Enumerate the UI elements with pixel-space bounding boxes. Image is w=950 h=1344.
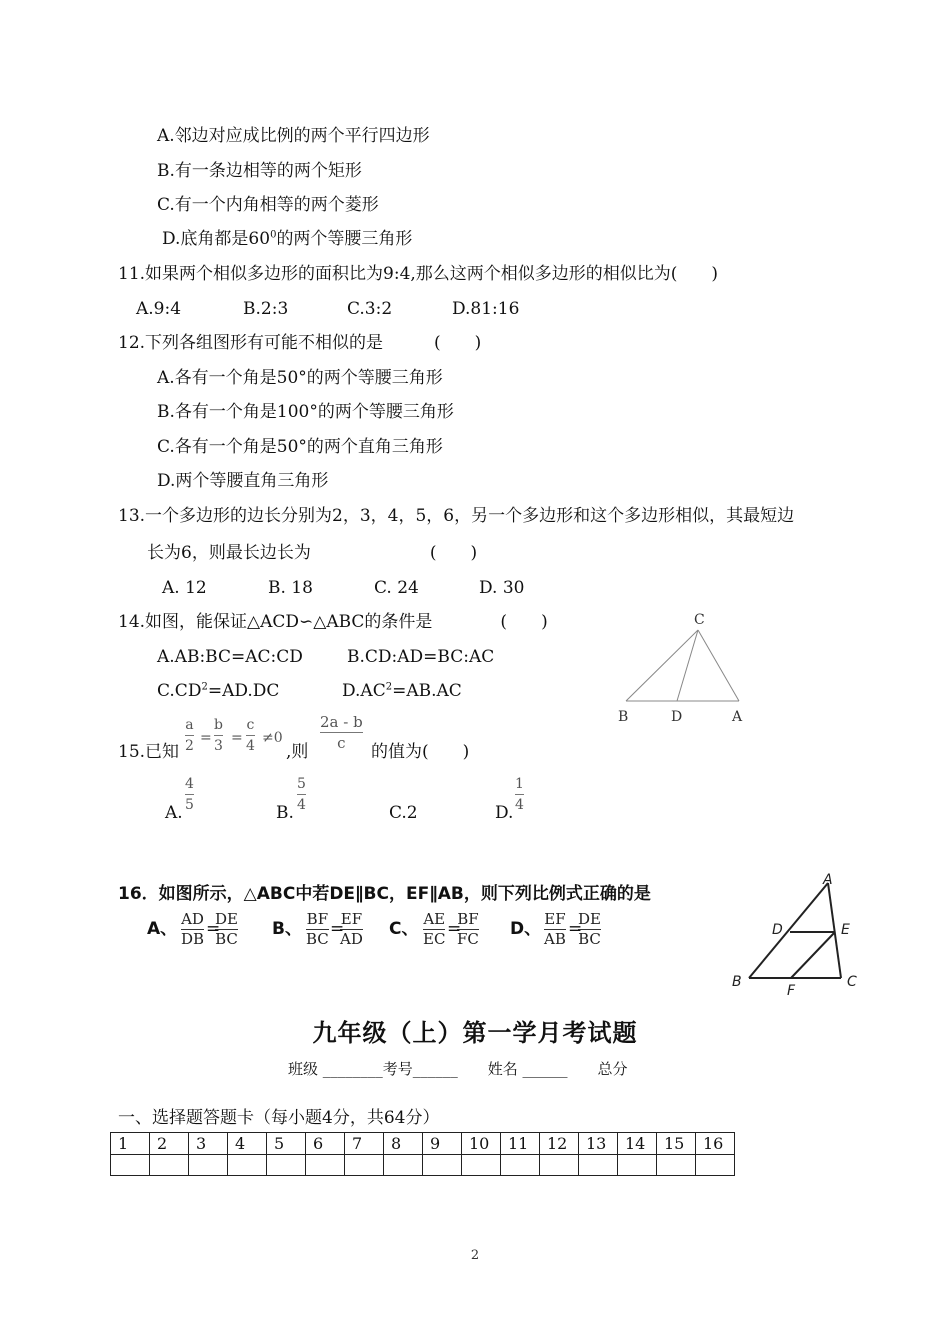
answer-blank-cell[interactable] bbox=[189, 1155, 228, 1176]
answer-number-cell: 7 bbox=[345, 1133, 384, 1155]
q16-label-b: B bbox=[732, 974, 742, 990]
q14-option-b: B.CD:AD=BC:AC bbox=[347, 647, 495, 667]
answer-number-cell: 3 bbox=[189, 1133, 228, 1155]
q13-stem-line1: 13.一个多边形的边长分别为2，3，4，5，6，另一个多边形和这个多边形相似，其最短边 bbox=[118, 506, 795, 526]
answer-number-cell: 6 bbox=[306, 1133, 345, 1155]
answer-blank-cell[interactable] bbox=[228, 1155, 267, 1176]
sheet-info-line: 班级 ________考号______ 姓名 ______ 总分 bbox=[288, 1060, 628, 1078]
q16-label-e: E bbox=[841, 922, 850, 938]
answer-number-cell: 14 bbox=[618, 1133, 657, 1155]
q11-stem: 11.如果两个相似多边形的面积比为9:4,那么这两个相似多边形的相似比为( ) bbox=[118, 264, 719, 284]
q13-option-c: C. 24 bbox=[374, 578, 419, 598]
q16-d-frac-2: DE BC bbox=[578, 910, 601, 948]
q11-option-c: C.3:2 bbox=[347, 299, 393, 319]
answer-blank-cell[interactable] bbox=[696, 1155, 735, 1176]
q15-given-frac-a: a 2 bbox=[185, 717, 194, 754]
q16-label-d: D bbox=[772, 922, 783, 938]
answer-blank-cell[interactable] bbox=[306, 1155, 345, 1176]
answer-grid-numbers-row bbox=[111, 1133, 735, 1155]
answer-number-cell: 15 bbox=[657, 1133, 696, 1155]
sheet-title: 九年级（上）第一学月考试题 bbox=[312, 1018, 638, 1047]
q15-option-a-frac: 4 5 bbox=[185, 776, 194, 813]
q12-option-d: D.两个等腰直角三角形 bbox=[157, 471, 329, 491]
q16-b-frac-1: BF BC bbox=[306, 910, 329, 948]
q16-option-b-label: B、 bbox=[272, 919, 302, 939]
q16-a-frac-2: DE BC bbox=[215, 910, 238, 948]
q16-label-a: A bbox=[823, 872, 833, 888]
answer-number-cell: 13 bbox=[579, 1133, 618, 1155]
q14-label-d: D bbox=[671, 709, 683, 725]
answer-grid-blank-row bbox=[111, 1155, 735, 1176]
q10-option-c: C.有一个内角相等的两个菱形 bbox=[157, 195, 379, 215]
q13-option-d: D. 30 bbox=[479, 578, 525, 598]
q15-given-frac-c: c 4 bbox=[246, 717, 255, 754]
q15-option-b-label: B. bbox=[276, 803, 294, 823]
q16-a-frac-1: AD DB bbox=[181, 910, 205, 948]
q14-label-c: C bbox=[694, 612, 705, 628]
q16-triangle-figure bbox=[725, 868, 870, 998]
answer-grid bbox=[110, 1132, 735, 1176]
answer-blank-cell[interactable] bbox=[111, 1155, 150, 1176]
answer-blank-cell[interactable] bbox=[267, 1155, 306, 1176]
answer-blank-cell[interactable] bbox=[345, 1155, 384, 1176]
q15-option-c: C.2 bbox=[389, 803, 418, 823]
q13-stem-line2: 长为6，则最长边长为 ( ) bbox=[147, 543, 478, 563]
q10-option-d: D.底角都是$60^0$的两个等腰三角形 bbox=[162, 229, 413, 249]
q15-option-d-label: D. bbox=[495, 803, 514, 823]
q14-stem: 14.如图，能保证△ACD∽△ABC的条件是 ( ) bbox=[118, 612, 548, 632]
answer-number-cell: 4 bbox=[228, 1133, 267, 1155]
answer-number-cell: 12 bbox=[540, 1133, 579, 1155]
answer-blank-cell[interactable] bbox=[150, 1155, 189, 1176]
q12-stem: 12.下列各组图形有可能不相似的是 ( ) bbox=[118, 333, 482, 353]
q14-option-d: $D.AC^2=AB.AC$ bbox=[342, 681, 462, 701]
answer-number-cell: 9 bbox=[423, 1133, 462, 1155]
q16-label-c: C bbox=[847, 974, 857, 990]
q16-option-a-label: A、 bbox=[147, 919, 178, 939]
answer-blank-cell[interactable] bbox=[423, 1155, 462, 1176]
answer-number-cell: 16 bbox=[696, 1133, 735, 1155]
q16-option-c-label: C、 bbox=[389, 919, 419, 939]
q15-eq-2: = bbox=[231, 730, 243, 746]
q16-c-eq: = bbox=[447, 919, 462, 939]
answer-blank-cell[interactable] bbox=[540, 1155, 579, 1176]
q16-b-eq: = bbox=[330, 919, 345, 939]
q12-option-a: A.各有一个角是50°的两个等腰三角形 bbox=[157, 368, 443, 388]
answer-blank-cell[interactable] bbox=[462, 1155, 501, 1176]
q14-triangle-figure bbox=[610, 608, 760, 728]
q11-option-d: D.81:16 bbox=[452, 299, 520, 319]
q16-d-frac-1: EF AB bbox=[544, 910, 566, 948]
answer-number-cell: 1 bbox=[111, 1133, 150, 1155]
q11-option-a: A.9:4 bbox=[136, 299, 182, 319]
answer-blank-cell[interactable] bbox=[501, 1155, 540, 1176]
answer-blank-cell[interactable] bbox=[579, 1155, 618, 1176]
q10-option-a: A.邻边对应成比例的两个平行四边形 bbox=[157, 126, 430, 146]
q12-option-b: B.各有一个角是100°的两个等腰三角形 bbox=[157, 402, 454, 422]
q14-label-b: B bbox=[618, 709, 629, 725]
q16-c-frac-1: AE EC bbox=[423, 910, 446, 948]
answer-number-cell: 11 bbox=[501, 1133, 540, 1155]
q16-option-d-label: D、 bbox=[510, 919, 542, 939]
answer-number-cell: 2 bbox=[150, 1133, 189, 1155]
answer-blank-cell[interactable] bbox=[384, 1155, 423, 1176]
q15-neq-zero: ≠0 bbox=[262, 730, 283, 746]
q16-a-eq: = bbox=[206, 919, 221, 939]
q15-eq-1: = bbox=[200, 730, 212, 746]
q15-expression: 2a - b c bbox=[320, 713, 363, 752]
q15-mid: ,则 bbox=[286, 742, 309, 762]
q15-suffix: 的值为( ) bbox=[371, 742, 470, 762]
q15-given-frac-b: b 3 bbox=[214, 717, 223, 754]
q16-c-frac-2: BF FC bbox=[457, 910, 479, 948]
q13-option-a: A. 12 bbox=[162, 578, 207, 598]
q14-option-a: A.AB:BC=AC:CD bbox=[157, 647, 303, 667]
q16-stem: 16．如图所示，△ABC中若DE∥BC，EF∥AB，则下列比例式正确的是 bbox=[118, 884, 651, 904]
q15-prefix: 15.已知 bbox=[118, 742, 180, 762]
answer-number-cell: 10 bbox=[462, 1133, 501, 1155]
page-number: 2 bbox=[470, 1248, 480, 1263]
q10-option-b: B.有一条边相等的两个矩形 bbox=[157, 161, 362, 181]
q16-label-f: F bbox=[787, 983, 796, 998]
q14-label-a: A bbox=[732, 709, 743, 725]
q14-option-c: $C.CD^2=AD.DC$ bbox=[157, 681, 280, 701]
sheet-section-title: 一、选择题答题卡（每小题4分，共64分） bbox=[118, 1108, 440, 1128]
q11-option-b: B.2:3 bbox=[243, 299, 289, 319]
answer-blank-cell[interactable] bbox=[618, 1155, 657, 1176]
q15-option-d-frac: 1 4 bbox=[515, 776, 524, 813]
answer-number-cell: 5 bbox=[267, 1133, 306, 1155]
q15-option-b-frac: 5 4 bbox=[297, 776, 306, 813]
q16-b-frac-2: EF AD bbox=[340, 910, 363, 948]
q15-option-a-label: A. bbox=[165, 803, 183, 823]
answer-blank-cell[interactable] bbox=[657, 1155, 696, 1176]
answer-number-cell: 8 bbox=[384, 1133, 423, 1155]
q12-option-c: C.各有一个角是50°的两个直角三角形 bbox=[157, 437, 443, 457]
q13-option-b: B. 18 bbox=[268, 578, 313, 598]
q16-d-eq: = bbox=[568, 919, 583, 939]
